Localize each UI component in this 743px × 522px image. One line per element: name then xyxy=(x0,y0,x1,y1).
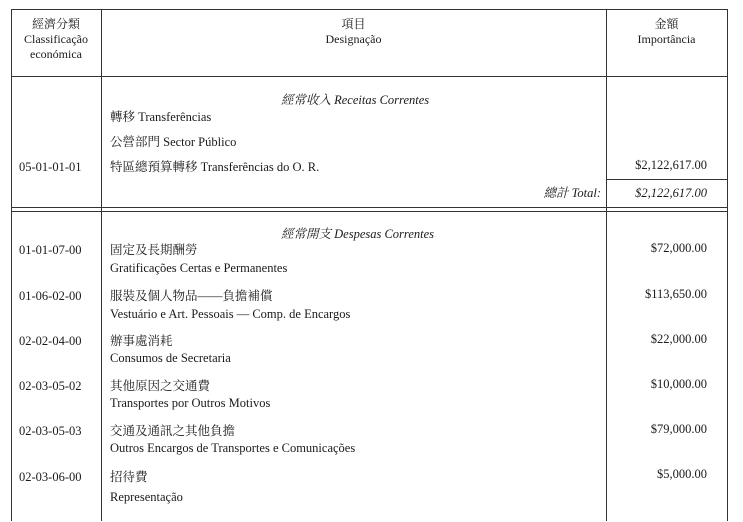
row-amount: $5,000.00 xyxy=(657,467,707,481)
row-desc-pt: Outros Encargos de Transportes e Comunicações xyxy=(110,441,356,455)
header-col3-pt: Importância xyxy=(637,32,696,46)
table-right-border xyxy=(727,9,728,521)
row-amount: $72,000.00 xyxy=(650,241,707,255)
row-desc-pt: Transportes por Outros Motivos xyxy=(110,396,271,410)
receitas-line-sector-publico: 公營部門 Sector Público xyxy=(110,135,237,149)
receitas-row-text: 特區總預算轉移 Transferências do O. R. xyxy=(110,160,320,174)
row-desc-zh: 其他原因之交通費 xyxy=(110,379,211,393)
row-desc-pt: Vestuário e Art. Pessoais — Comp. de Encargos xyxy=(110,307,351,321)
row-desc-zh: 交通及通訊之其他負擔 xyxy=(110,424,236,438)
total-label: 總計 Total: xyxy=(543,186,601,200)
despesas-section-title: 經常開支 Despesas Correntes xyxy=(281,227,435,241)
table-top-border xyxy=(11,9,728,10)
receitas-line-transferencias: 轉移 Transferências xyxy=(110,110,212,124)
row-code: 02-03-05-02 xyxy=(19,379,82,393)
col-divider-1 xyxy=(101,9,102,521)
header-col1-pt-line1: Classificação xyxy=(24,32,88,46)
row-amount: $79,000.00 xyxy=(650,422,707,436)
header-col-amount xyxy=(606,17,727,47)
receitas-section-title: 經常收入 Receitas Correntes xyxy=(281,93,430,107)
header-bottom-border xyxy=(11,76,728,77)
row-desc-zh: 招待費 xyxy=(110,470,148,484)
row-desc-zh: 固定及長期酬勞 xyxy=(110,243,198,257)
row-desc-pt: Gratificações Certas e Permanentes xyxy=(110,261,288,275)
row-code: 01-01-07-00 xyxy=(19,243,82,257)
header-col2-zh: 項目 xyxy=(341,17,366,31)
total-amount: $2,122,617.00 xyxy=(635,186,707,200)
table-left-border xyxy=(11,9,12,521)
row-code: 02-03-05-03 xyxy=(19,424,82,438)
receitas-row-code: 05-01-01-01 xyxy=(19,160,82,174)
col-divider-2 xyxy=(606,9,607,521)
row-code: 02-02-04-00 xyxy=(19,334,82,348)
header-col2-pt: Designação xyxy=(325,32,382,46)
row-amount: $10,000.00 xyxy=(650,377,707,391)
row-code: 02-03-06-00 xyxy=(19,470,82,484)
header-col1-zh: 經濟分類 xyxy=(31,17,80,31)
row-amount: $22,000.00 xyxy=(650,332,707,346)
row-desc-pt: Representação xyxy=(110,490,183,504)
row-code: 01-06-02-00 xyxy=(19,289,82,303)
total-top-rule xyxy=(606,179,728,180)
receitas-row-amount: $2,122,617.00 xyxy=(635,158,707,172)
row-desc-pt: Consumos de Secretaria xyxy=(110,351,231,365)
header-col-designation xyxy=(101,17,606,47)
row-desc-zh: 辦事處消耗 xyxy=(110,334,173,348)
header-col3-zh: 金額 xyxy=(654,17,679,31)
budget-table xyxy=(11,9,728,521)
row-amount: $113,650.00 xyxy=(644,287,707,301)
header-col1-pt-line2: económica xyxy=(30,47,82,61)
section-divider xyxy=(11,207,728,212)
header-col-classification xyxy=(11,17,101,62)
row-desc-zh: 服裝及個人物品——負擔補償 xyxy=(110,289,273,303)
